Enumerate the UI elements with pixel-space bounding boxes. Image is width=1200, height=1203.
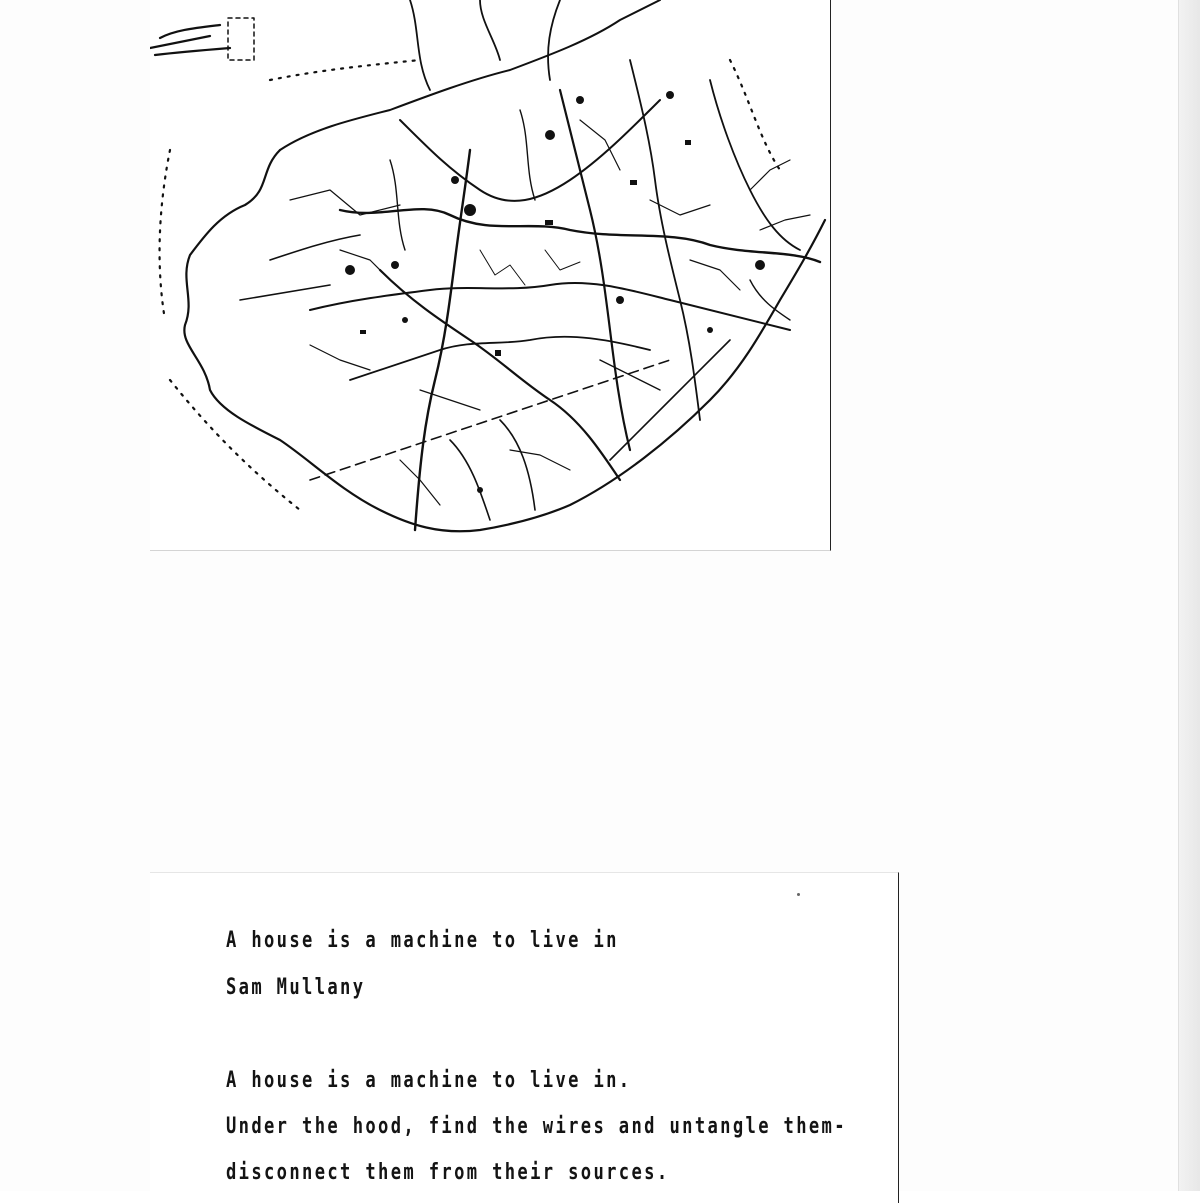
- poem-line-2: Under the hood, find the wires and untangle them-: [226, 1114, 847, 1139]
- poem-line-3: disconnect them from their sources.: [226, 1160, 670, 1185]
- map-sheet: [150, 0, 831, 551]
- text-sheet: [150, 872, 899, 1203]
- scan-speck: [797, 893, 800, 896]
- road-network-map-icon: [150, 0, 830, 550]
- poem-title: A house is a machine to live in: [226, 928, 619, 953]
- page-edge-shadow: [1178, 0, 1200, 1191]
- poem-author: Sam Mullany: [226, 975, 366, 1000]
- poem-line-1: A house is a machine to live in.: [226, 1068, 632, 1093]
